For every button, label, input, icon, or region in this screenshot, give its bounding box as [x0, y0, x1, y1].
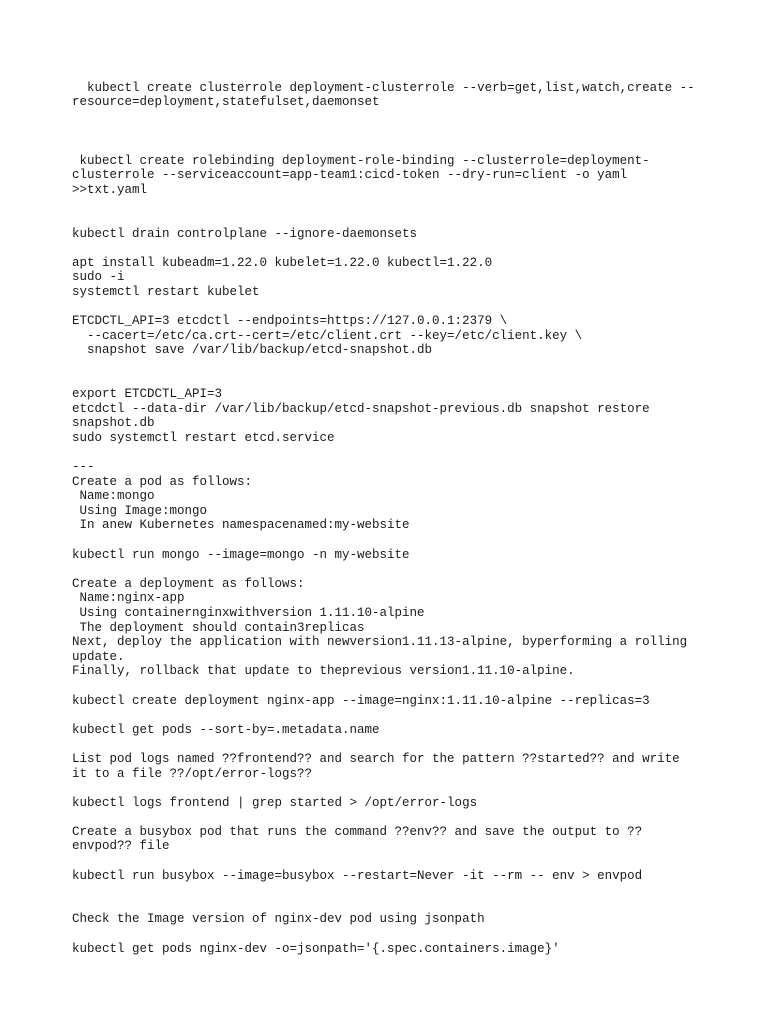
text-line: In anew Kubernetes namespacenamed:my-website [72, 518, 410, 533]
blank-line [72, 445, 712, 460]
blank-line [72, 110, 712, 125]
blank-line [72, 372, 712, 387]
text-line: kubectl create deployment nginx-app --image=nginx:1.11.10-alpine --replicas=3 [72, 693, 650, 708]
blank-line [72, 898, 712, 913]
blank-line [72, 139, 712, 154]
blank-line [72, 737, 712, 752]
text-line: envpod?? file [72, 839, 170, 854]
text-line: update. [72, 649, 125, 664]
blank-line [72, 883, 712, 898]
blank-line [72, 241, 712, 256]
text-line: kubectl run busybox --image=busybox --restart=Never -it --rm -- env > envpod [72, 868, 643, 883]
text-line: kubectl drain controlplane --ignore-daemonsets [72, 226, 418, 241]
text-line: Name:mongo [72, 489, 155, 504]
blank-line [72, 300, 712, 315]
blank-line [72, 66, 712, 81]
text-line: kubectl get pods nginx-dev -o=jsonpath='{.spec.containers.image}' [72, 941, 560, 956]
blank-line [72, 358, 712, 373]
text-line: export ETCDCTL_API=3 [72, 387, 223, 402]
text-line: resource=deployment,statefulset,daemonset [72, 95, 380, 110]
text-line: Create a pod as follows: [72, 474, 253, 489]
text-line: kubectl get pods --sort-by=.metadata.name [72, 722, 380, 737]
text-line: apt install kubeadm=1.22.0 kubelet=1.22.0 kubectl=1.22.0 [72, 255, 493, 270]
blank-line [72, 533, 712, 548]
blank-line [72, 854, 712, 869]
text-line: >>txt.yaml [72, 182, 148, 197]
text-line: Using containernginxwithversion 1.11.10-alpine [72, 605, 425, 620]
text-line: Create a deployment as follows: [72, 576, 305, 591]
text-line: it to a file ??/opt/error-logs?? [72, 766, 313, 781]
blank-line [72, 197, 712, 212]
text-line: ETCDCTL_API=3 etcdctl --endpoints=https://127.0.0.1:2379 \ [72, 314, 508, 329]
document-body [72, 66, 712, 956]
text-line: sudo systemctl restart etcd.service [72, 430, 335, 445]
blank-line [72, 124, 712, 139]
text-line: Next, deploy the application with newversion1.11.13-alpine, byperforming a rolling [72, 635, 688, 650]
blank-line [72, 810, 712, 825]
blank-line [72, 927, 712, 942]
text-line: snapshot.db [72, 416, 155, 431]
text-line: The deployment should contain3replicas [72, 620, 365, 635]
text-line: Create a busybox pod that runs the command ??env?? and save the output to ?? [72, 824, 643, 839]
text-line: etcdctl --data-dir /var/lib/backup/etcd-snapshot-previous.db snapshot restore [72, 401, 650, 416]
blank-line [72, 212, 712, 227]
text-line: Using Image:mongo [72, 503, 208, 518]
text-line: kubectl logs frontend | grep started > /opt/error-logs [72, 795, 478, 810]
text-line: Check the Image version of nginx-dev pod using jsonpath [72, 912, 485, 927]
text-line: kubectl run mongo --image=mongo -n my-website [72, 547, 410, 562]
text-line: clusterrole --serviceaccount=app-team1:cicd-token --dry-run=client -o yaml [72, 168, 628, 183]
text-line: systemctl restart kubelet [72, 284, 260, 299]
text-line: kubectl create rolebinding deployment-role-binding --clusterrole=deployment- [72, 153, 650, 168]
text-line: snapshot save /var/lib/backup/etcd-snapshot.db [72, 343, 433, 358]
text-line: Finally, rollback that update to theprevious version1.11.10-alpine. [72, 664, 575, 679]
text-line: --cacert=/etc/ca.crt--cert=/etc/client.crt --key=/etc/client.key \ [72, 328, 583, 343]
text-line: kubectl create clusterrole deployment-clusterrole --verb=get,list,watch,create -- [72, 80, 695, 95]
blank-line [72, 708, 712, 723]
text-line: Name:nginx-app [72, 591, 185, 606]
blank-line [72, 562, 712, 577]
blank-line [72, 679, 712, 694]
text-line: --- [72, 460, 95, 475]
text-line: sudo -i [72, 270, 125, 285]
text-line: List pod logs named ??frontend?? and search for the pattern ??started?? and write [72, 751, 680, 766]
blank-line [72, 781, 712, 796]
